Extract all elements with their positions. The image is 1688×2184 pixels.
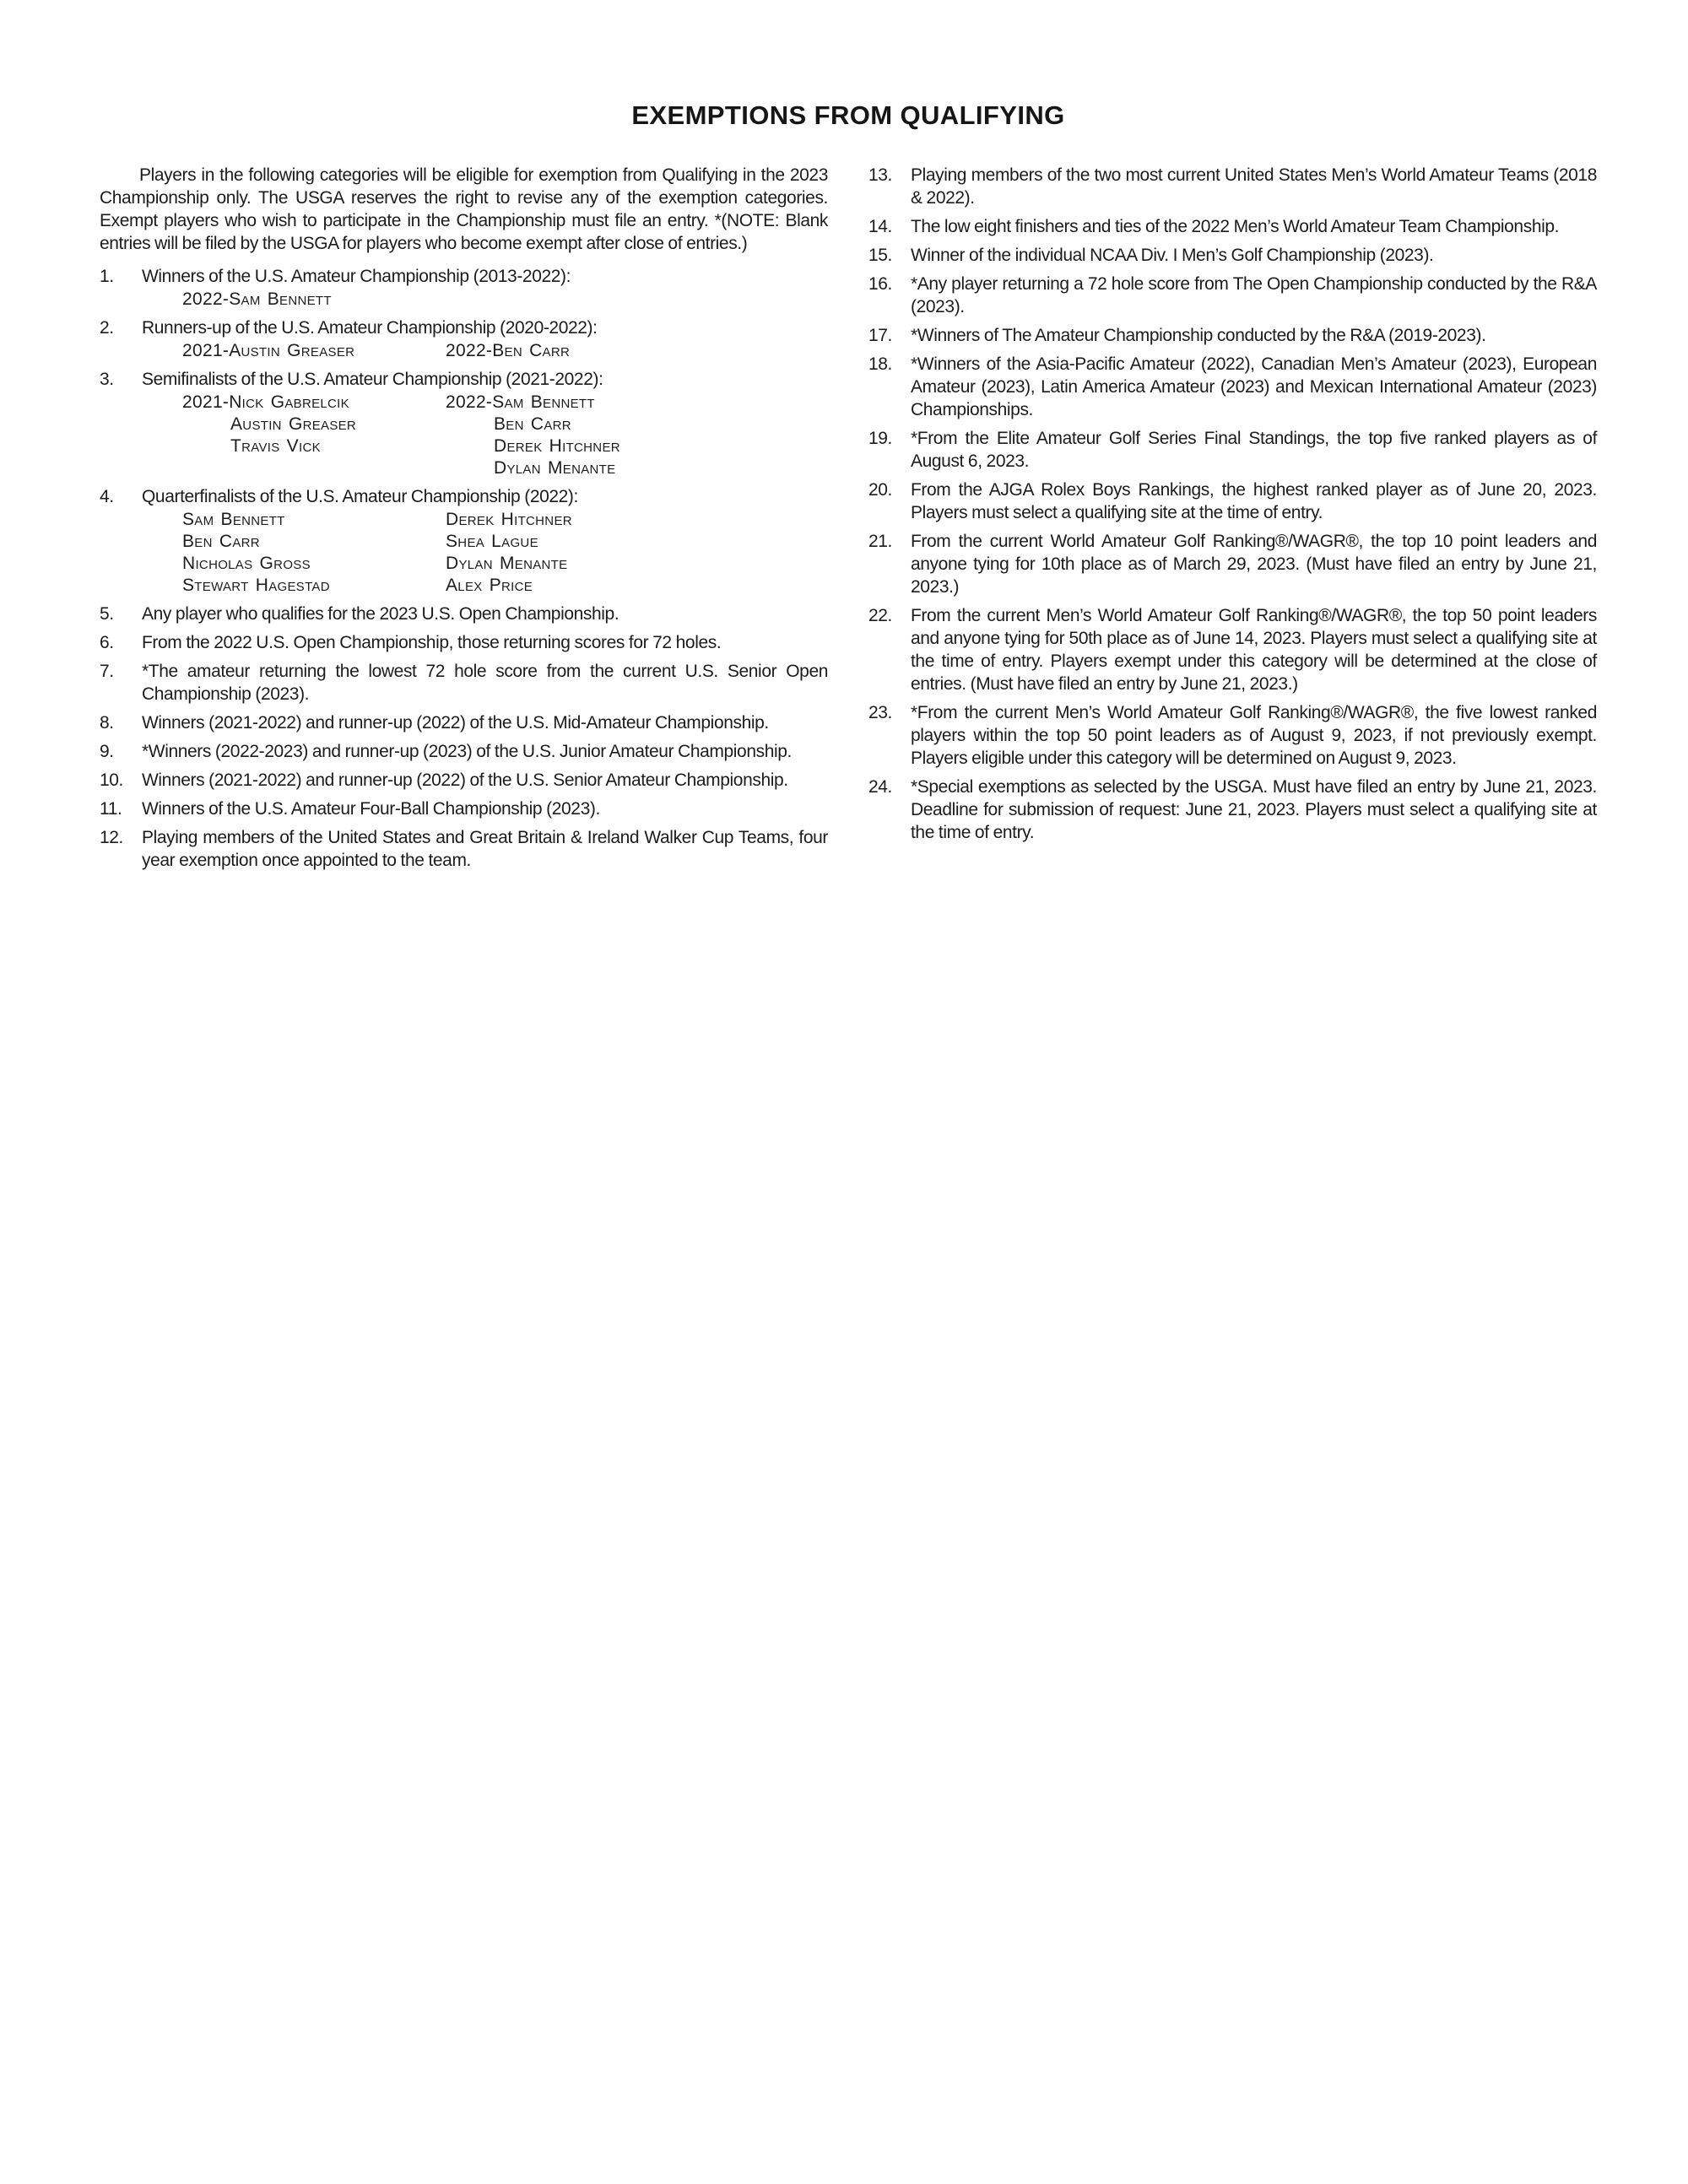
item-text: Winners of the U.S. Amateur Championship (2013-2022): (142, 267, 571, 286)
item-text: Winner of the individual NCAA Div. I Men’s Golf Championship (2023). (911, 246, 1434, 265)
exemption-names (142, 340, 828, 362)
item-number: 17. (868, 326, 892, 345)
player-name: Austin Greaser (230, 414, 357, 434)
player-name: 2021-Austin Greaser (182, 341, 355, 360)
item-text: *From the Elite Amateur Golf Series Final Standings, the top five ranked players as of August 6, 2023. (911, 429, 1597, 471)
item-text: *From the current Men’s World Amateur Golf Ranking®/WAGR®, the five lowest ranked players within the top 50 point leaders as of August 9, 2023, if not previously exempt. Players eligible under this category will be determined on August 9, 2023. (911, 703, 1597, 768)
item-number: 18. (868, 354, 892, 374)
item-text: Winners (2021-2022) and runner-up (2022) of the U.S. Mid-Amateur Championship. (142, 713, 769, 733)
item-text: Any player who qualifies for the 2023 U.S. Open Championship. (142, 604, 619, 624)
list-item-24 (868, 776, 1597, 844)
item-number: 12. (100, 828, 123, 847)
item-text: Quarterfinalists of the U.S. Amateur Championship (2022): (142, 487, 578, 506)
right-column (868, 164, 1597, 878)
item-number: 7. (100, 662, 114, 681)
list-item-16 (868, 273, 1597, 318)
item-number: 23. (868, 703, 892, 722)
list-item-11 (100, 797, 828, 820)
item-number: 19. (868, 429, 892, 448)
player-name: Ben Carr (494, 414, 571, 434)
item-number: 5. (100, 604, 114, 624)
list-item-7 (100, 660, 828, 705)
item-text: From the 2022 U.S. Open Championship, those returning scores for 72 holes. (142, 633, 722, 652)
player-name: 2022-Ben Carr (446, 341, 571, 360)
list-item-15 (868, 244, 1597, 267)
names-column-2 (446, 340, 828, 362)
player-name: Sam Bennett (182, 510, 285, 529)
item-number: 13. (868, 165, 892, 185)
list-item-23 (868, 701, 1597, 770)
player-name: 2022-Sam Bennett (446, 392, 595, 412)
list-item-20 (868, 478, 1597, 524)
item-number: 16. (868, 274, 892, 294)
list-item-17 (868, 324, 1597, 347)
item-number: 20. (868, 480, 892, 500)
list-item-1 (100, 265, 828, 311)
item-text: From the AJGA Rolex Boys Rankings, the highest ranked player as of June 20, 2023. Players must select a qualifying site at the time of entry. (911, 480, 1597, 522)
item-text: Winners (2021-2022) and runner-up (2022) of the U.S. Senior Amateur Championship. (142, 770, 788, 790)
item-number: 9. (100, 742, 114, 761)
list-item-14 (868, 215, 1597, 238)
list-item-9 (100, 740, 828, 763)
two-column-layout (100, 164, 1597, 878)
item-text: *Special exemptions as selected by the USGA. Must have filed an entry by June 21, 2023. Deadline for submission of request: June 21, 2023. Players must select a qualifying site at the time of entry. (911, 777, 1597, 842)
item-text: Runners-up of the U.S. Amateur Championship (2020-2022): (142, 318, 598, 338)
player-name: Nicholas Gross (182, 554, 311, 573)
item-text: The low eight finishers and ties of the 2022 Men’s World Amateur Team Championship. (911, 217, 1560, 236)
list-item-10 (100, 769, 828, 792)
item-number: 6. (100, 633, 114, 652)
item-text: *The amateur returning the lowest 72 hole score from the current U.S. Senior Open Championship (2023). (142, 662, 828, 704)
list-item-5 (100, 603, 828, 625)
item-text: Semifinalists of the U.S. Amateur Championship (2021-2022): (142, 370, 603, 389)
list-item-22 (868, 604, 1597, 695)
player-name: Derek Hitchner (446, 510, 572, 529)
exemption-names (142, 509, 828, 597)
item-number: 14. (868, 217, 892, 236)
list-item-3 (100, 368, 828, 479)
page-title: EXEMPTIONS FROM QUALIFYING (631, 100, 1065, 130)
item-text: From the current World Amateur Golf Ranking®/WAGR®, the top 10 point leaders and anyone tying for 10th place as of March 29, 2023. (Must have filed an entry by June 21, 2023.) (911, 532, 1597, 597)
item-text: Winners of the U.S. Amateur Four-Ball Championship (2023). (142, 799, 600, 819)
item-number: 8. (100, 713, 114, 733)
item-text: From the current Men’s World Amateur Golf Ranking®/WAGR®, the top 50 point leaders and anyone tying for 50th place as of June 14, 2023. Players must select a qualifying site at the time of entry. Players exempt under this category will be determined at the close of entries. (Must have filed an entry by June 21, 2023.) (911, 606, 1597, 694)
player-name: Stewart Hagestad (182, 576, 330, 595)
names-column-1 (182, 509, 446, 597)
player-name: Dylan Menante (494, 458, 616, 478)
item-number: 24. (868, 777, 892, 797)
player-name: Alex Price (446, 576, 533, 595)
names-column-1 (182, 340, 446, 362)
exemption-names (142, 392, 828, 479)
item-number: 4. (100, 487, 114, 506)
list-item-13 (868, 164, 1597, 209)
player-name: 2021-Nick Gabrelcik (182, 392, 349, 412)
item-number: 2. (100, 318, 114, 338)
list-item-8 (100, 711, 828, 734)
names-column-1 (182, 289, 446, 311)
names-column-1 (182, 392, 446, 479)
names-column-2 (446, 509, 828, 597)
item-number: 22. (868, 606, 892, 625)
item-text: Playing members of the two most current United States Men’s World Amateur Teams (2018 & 2022). (911, 165, 1597, 208)
left-column (100, 164, 828, 878)
player-name: Ben Carr (182, 532, 260, 551)
list-item-6 (100, 631, 828, 654)
player-name: Shea Lague (446, 532, 538, 551)
item-text: *Any player returning a 72 hole score from The Open Championship conducted by the R&A (2023). (911, 274, 1597, 316)
player-name: Derek Hitchner (494, 436, 620, 456)
list-item-21 (868, 530, 1597, 598)
list-item-2 (100, 316, 828, 362)
item-number: 3. (100, 370, 114, 389)
list-item-19 (868, 427, 1597, 473)
list-item-12 (100, 826, 828, 872)
item-number: 10. (100, 770, 123, 790)
intro-paragraph: Players in the following categories will be eligible for exemption from Qualifying in the 2023 Championship only. The USGA reserves the right to revise any of the exemption categories. Exempt players who wish to participate in the Championship must file an entry. *(NOTE: Blank entries will be filed by the USGA for players who become exempt after close of entries.) (100, 165, 828, 253)
item-text: *Winners of the Asia-Pacific Amateur (2022), Canadian Men’s Amateur (2023), European Amateur (2023), Latin America Amateur (2023) and Mexican International Amateur (2023) Championships. (911, 354, 1597, 419)
item-number: 1. (100, 267, 114, 286)
names-column-2 (446, 392, 828, 479)
item-text: *Winners of The Amateur Championship conducted by the R&A (2019-2023). (911, 326, 1486, 345)
player-name: Travis Vick (230, 436, 321, 456)
item-number: 11. (100, 799, 122, 819)
item-number: 21. (868, 532, 892, 551)
player-name: Dylan Menante (446, 554, 568, 573)
item-text: *Winners (2022-2023) and runner-up (2023) of the U.S. Junior Amateur Championship. (142, 742, 792, 761)
player-name: 2022-Sam Bennett (182, 289, 332, 309)
item-text: Playing members of the United States and Great Britain & Ireland Walker Cup Teams, four year exemption once appointed to the team. (142, 828, 828, 870)
exemption-names (142, 289, 828, 311)
list-item-4 (100, 485, 828, 597)
item-number: 15. (868, 246, 892, 265)
list-item-18 (868, 353, 1597, 421)
